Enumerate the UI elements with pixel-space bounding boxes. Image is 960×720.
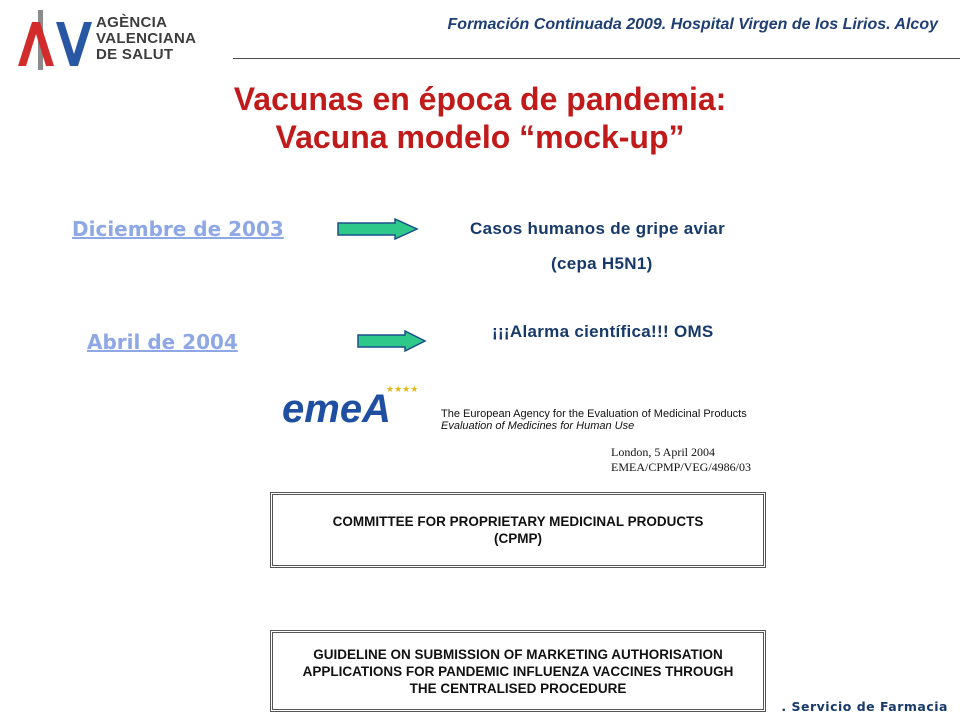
document-reference: EMEA/CPMP/VEG/4986/03 (611, 460, 752, 474)
eu-stars-icon: ★★★★ (386, 385, 419, 395)
committee-box (270, 492, 766, 568)
emea-logo-text: emeA (282, 387, 391, 431)
emea-agency-name (441, 408, 747, 432)
header-divider (233, 58, 960, 59)
guideline-line: THE CENTRALISED PROCEDURE (409, 680, 627, 696)
date-link-december-2003[interactable]: Diciembre de 2003 (72, 217, 284, 241)
event-text-line: Casos humanos de gripe aviar (470, 219, 725, 238)
date-link-april-2004[interactable]: Abril de 2004 (87, 330, 238, 354)
right-arrow-icon (357, 330, 427, 352)
emea-agency-title: The European Agency for the Evaluation of Medicinal Products (441, 408, 747, 420)
av-logo-mark-icon (16, 8, 96, 72)
guideline-line: APPLICATIONS FOR PANDEMIC INFLUENZA VACCINES THROUGH (302, 663, 734, 679)
slide-title (0, 80, 960, 156)
right-arrow-icon (337, 218, 419, 240)
event-text-line: (cepa H5N1) (551, 254, 653, 273)
emea-logo (278, 378, 438, 438)
committee-line: (CPMP) (494, 531, 542, 546)
agency-logo (16, 8, 196, 72)
header-course-title: Formación Continuada 2009. Hospital Virgen de los Lirios. Alcoy (447, 16, 938, 33)
guideline-line: GUIDELINE ON SUBMISSION OF MARKETING AUTHORISATION (313, 646, 723, 662)
emea-agency-subtitle: Evaluation of Medicines for Human Use (441, 420, 635, 432)
logo-line-2: VALENCIANA (96, 30, 197, 47)
agency-logo-text (96, 15, 196, 63)
guideline-box (270, 630, 766, 712)
slide-title-line-1: Vacunas en época de pandemia: (233, 81, 727, 117)
logo-line-1: AGÈNCIA (96, 14, 168, 31)
logo-line-3: DE SALUT (96, 46, 174, 63)
committee-line: COMMITTEE FOR PROPRIETARY MEDICINAL PRODUCTS (332, 514, 704, 529)
slide-title-line-2: Vacuna modelo “mock-up” (275, 119, 685, 155)
document-place-date: London, 5 April 2004 (611, 445, 715, 459)
event-text-line: ¡¡¡Alarma científica!!! OMS (492, 322, 714, 341)
footer-department: . Servicio de Farmacia (781, 699, 948, 714)
emea-document-meta (611, 445, 751, 475)
